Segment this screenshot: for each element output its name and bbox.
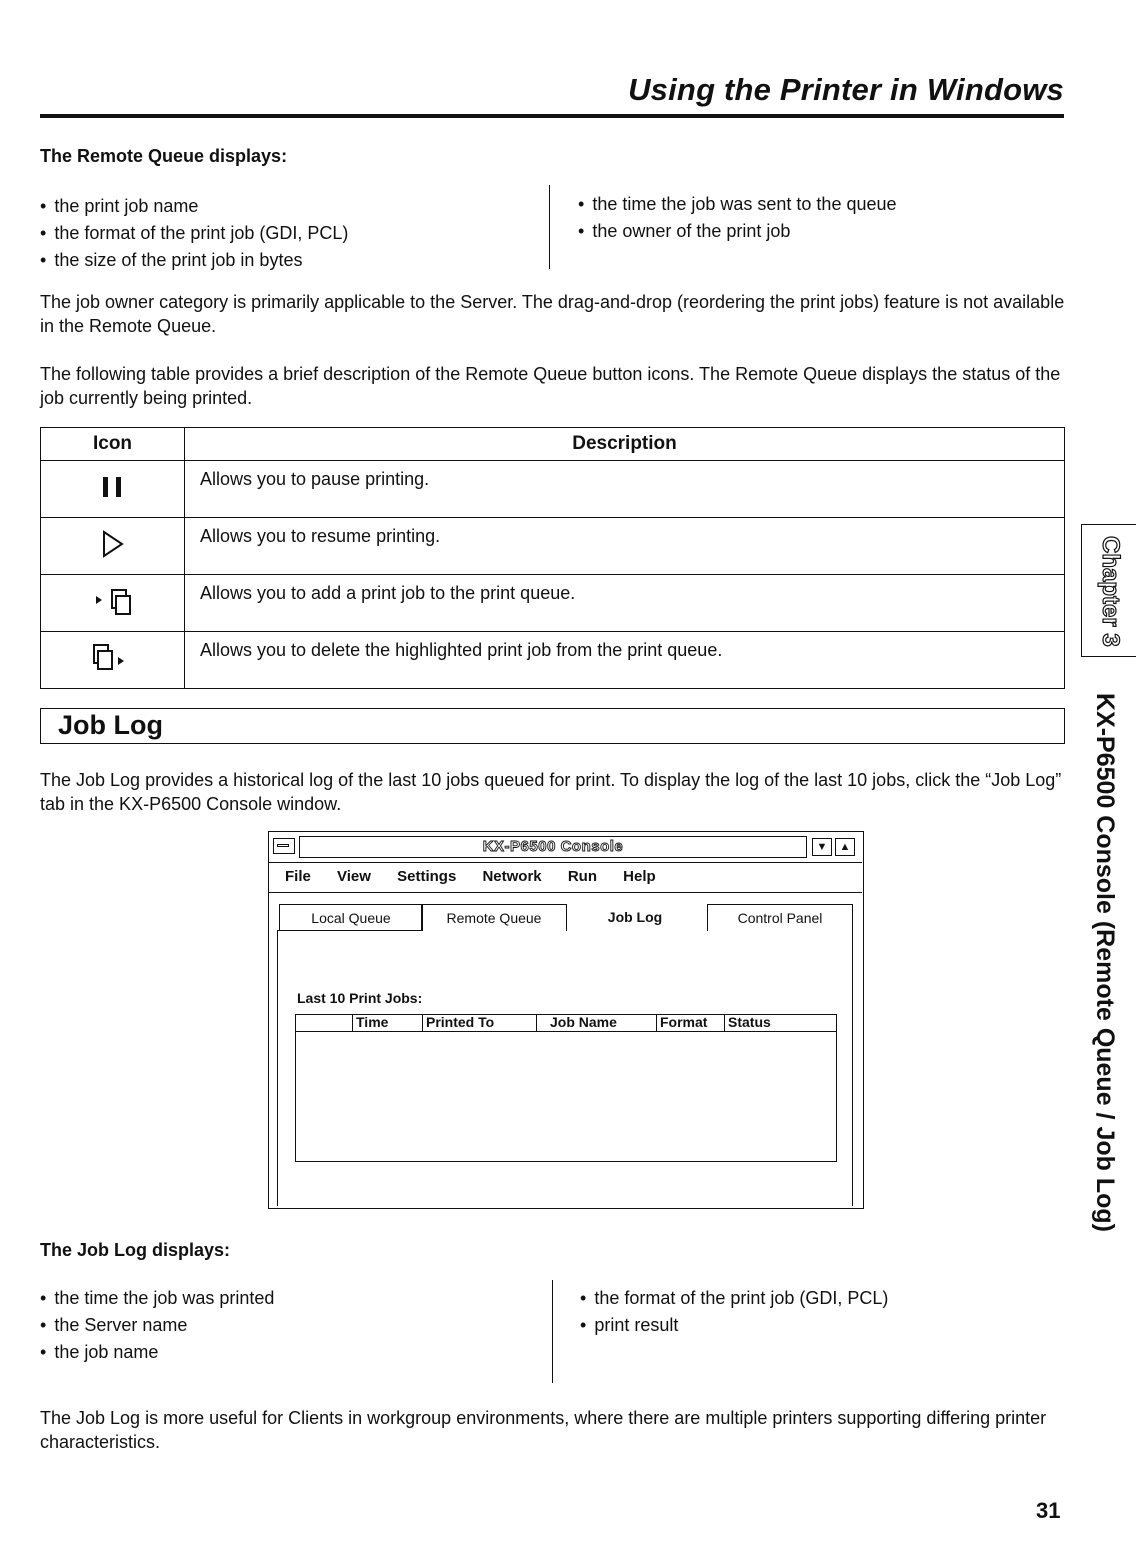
menu-settings[interactable]: Settings: [397, 868, 457, 885]
column-header-job-name[interactable]: Job Name: [550, 1014, 617, 1030]
page-header-title: Using the Printer in Windows: [628, 72, 1064, 107]
list-item: • the time the job was printed: [40, 1285, 540, 1312]
window-title-field: [299, 836, 807, 858]
list-item: • the format of the print job (GDI, PCL): [40, 220, 540, 247]
table-cell-description: Allows you to pause printing.: [185, 461, 1065, 518]
menu-run[interactable]: Run: [567, 868, 597, 885]
window-title: KX-P6500 Console: [482, 838, 624, 855]
column-header-format[interactable]: Format: [660, 1014, 708, 1030]
list-item: • the job name: [40, 1339, 540, 1366]
list-header: [296, 1015, 836, 1032]
remote-queue-heading: The Remote Queue displays:: [40, 146, 288, 166]
page-number: 31: [1036, 1498, 1061, 1523]
system-menu-icon[interactable]: [273, 838, 295, 854]
table-row: [41, 461, 1065, 518]
list-item: • the time the job was sent to the queue: [578, 191, 1058, 218]
list-item: • the owner of the print job: [578, 218, 1058, 245]
table-cell-description: Allows you to resume printing.: [185, 518, 1065, 575]
table-row: [41, 575, 1065, 632]
menu-view[interactable]: View: [337, 868, 371, 885]
job-log-bullets-left: [40, 1285, 540, 1366]
column-header-status[interactable]: Status: [728, 1014, 771, 1030]
job-log-list[interactable]: [295, 1014, 837, 1162]
job-log-intro: The Job Log provides a historical log of the last 10 jobs queued for print. To display the log of the last 10 jobs, click the “Job Log” tab in the KX-P6500 Console window.: [40, 770, 1062, 814]
list-item: • the size of the print job in bytes: [40, 247, 540, 274]
header-rule: [40, 114, 1064, 118]
table-row: [41, 632, 1065, 689]
list-item: • the print job name: [40, 193, 540, 220]
table-header-description: Description: [185, 428, 1065, 461]
menu-bar: [285, 868, 678, 885]
minimize-icon[interactable]: ▼: [812, 838, 832, 856]
chapter-tab: [1081, 524, 1136, 657]
column-divider: [549, 185, 550, 269]
tab-job-log[interactable]: Job Log: [607, 909, 663, 925]
list-item: • the format of the print job (GDI, PCL): [580, 1285, 1060, 1312]
column-divider: [552, 1280, 553, 1383]
job-log-heading-box: [40, 708, 1065, 744]
delete-job-icon: [78, 641, 148, 675]
icon-description-table: [40, 427, 1065, 689]
table-row: [41, 518, 1065, 575]
menu-divider: [269, 892, 862, 893]
list-item: • print result: [580, 1312, 1060, 1339]
menu-file[interactable]: File: [285, 868, 311, 885]
panel-border: [277, 930, 423, 931]
remote-queue-paragraph-2: The following table provides a brief description of the Remote Queue button icons. The Remote Queue displays the status of the job currently being printed.: [40, 364, 1061, 408]
remote-queue-bullets-right: [578, 191, 1058, 245]
resume-icon: [98, 529, 128, 559]
add-job-icon: [78, 584, 148, 618]
panel-border: [277, 930, 278, 1206]
job-log-bullets-right: [580, 1285, 1060, 1339]
chapter-label: Chapter 3: [1097, 536, 1124, 647]
column-header-printed-to[interactable]: Printed To: [426, 1014, 495, 1030]
table-header-row: [41, 428, 1065, 461]
tab-remote-queue[interactable]: Remote Queue: [421, 904, 567, 931]
window-titlebar: [269, 832, 862, 863]
tab-control-panel[interactable]: Control Panel: [707, 904, 853, 931]
pause-icon: [98, 474, 128, 500]
table-header-icon: Icon: [41, 428, 185, 461]
table-cell-description: Allows you to add a print job to the print queue.: [185, 575, 1065, 632]
menu-help[interactable]: Help: [623, 868, 656, 885]
tab-local-queue[interactable]: Local Queue: [279, 904, 423, 931]
panel-border: [852, 912, 854, 1206]
console-window: [268, 831, 864, 1209]
job-log-displays-heading: The Job Log displays:: [40, 1240, 231, 1260]
last-jobs-label: Last 10 Print Jobs:: [297, 990, 423, 1006]
list-item: • the Server name: [40, 1312, 540, 1339]
remote-queue-bullets-left: [40, 193, 540, 274]
remote-queue-paragraph-1: The job owner category is primarily applicable to the Server. The drag-and-drop (reordering the print jobs) feature is not available in the Remote Queue.: [40, 292, 1065, 336]
job-log-title: Job Log: [58, 710, 163, 740]
column-header-time[interactable]: Time: [356, 1014, 389, 1030]
job-log-closing: The Job Log is more useful for Clients in workgroup environments, where there are multiple printers supporting differing printer characteristics.: [40, 1408, 1047, 1452]
maximize-icon[interactable]: ▲: [835, 838, 855, 856]
side-section-title: KX-P6500 Console (Remote Queue / Job Log): [1091, 693, 1119, 1232]
table-cell-description: Allows you to delete the highlighted print job from the print queue.: [185, 632, 1065, 689]
menu-network[interactable]: Network: [482, 868, 542, 885]
